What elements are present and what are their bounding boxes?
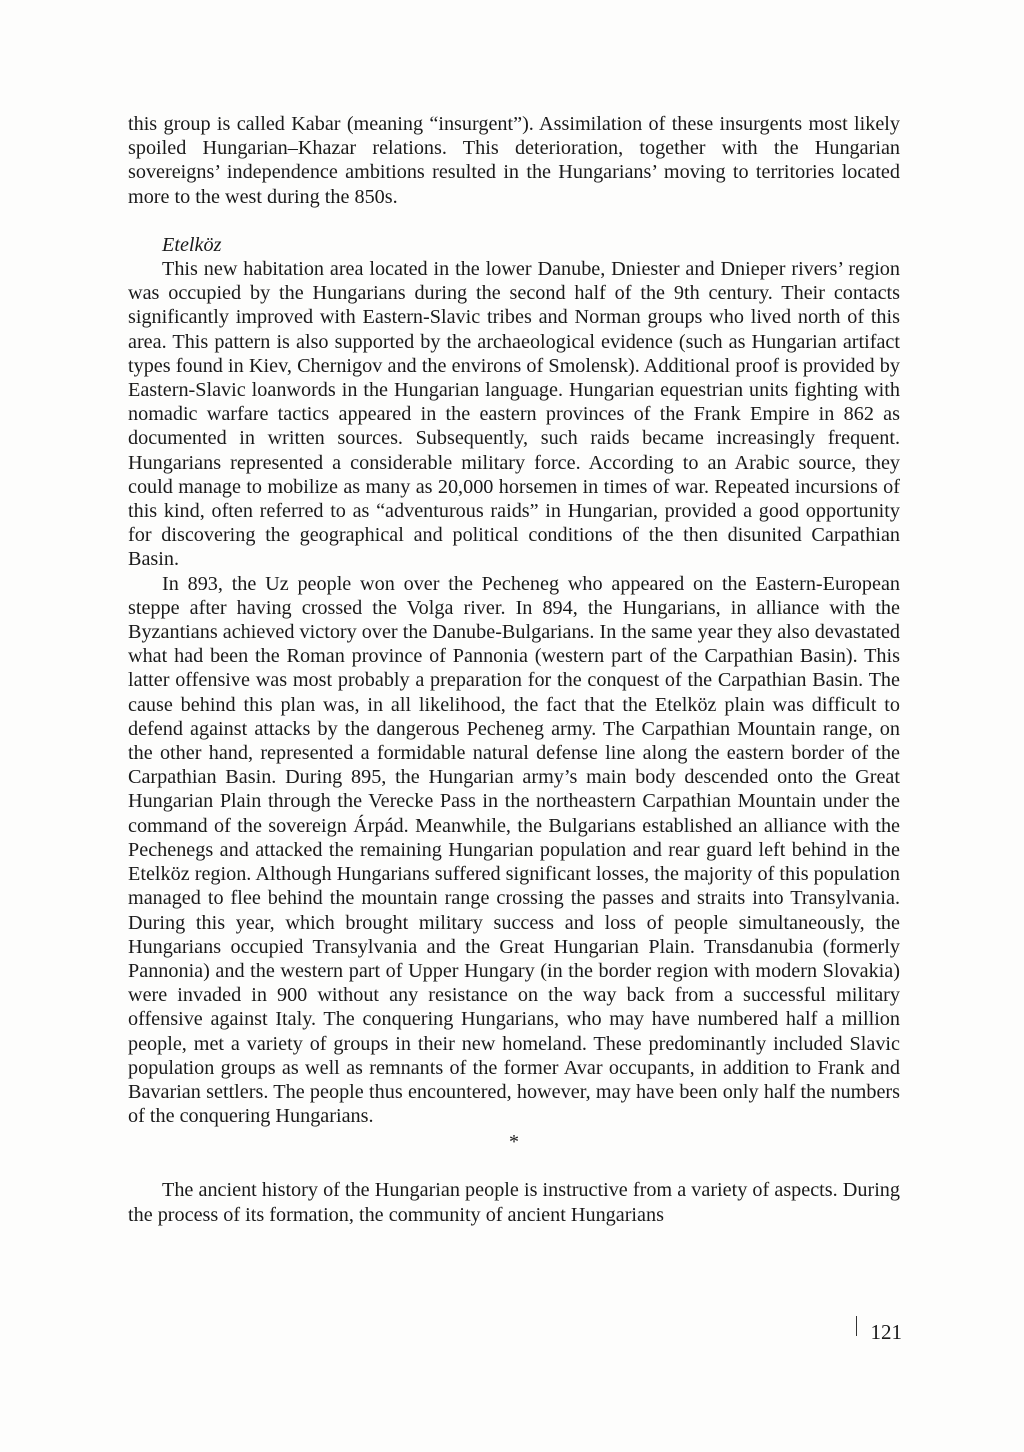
- page-number: 121: [870, 1320, 902, 1344]
- paragraph-conclusion: The ancient history of the Hungarian people is instructive from a variety of aspects. During the process of its formation, the community of ancient Hungarians: [128, 1179, 900, 1226]
- section-separator: *: [509, 1131, 519, 1154]
- paragraph-conquest: In 893, the Uz people won over the Pecheneg who appeared on the Eastern-European steppe after having crossed the Volga river. In 894, the Hungarians, in alliance with the Byzantians achieved victory over the Danube-Bulgarians. In the same year they also devastated what had been the Roman province of Pannonia (western part of the Carpathian Basin). This latter offensive was most probably a preparation for the conquest of the Carpathian Basin. The cause behind this plan was, in all likelihood, the fact that the Etelköz plain was difficult to defend against attacks by the dangerous Pecheneg army. The Carpathian Mountain range, on the other hand, represented a formidable natural defense line along the eastern border of the Carpathian Basin. During 895, the Hungarian army’s main body descended onto the Great Hungarian Plain through the Verecke Pass in the northeastern Carpathian Mountain under the command of the sovereign Árpád. Meanwhile, the Bulgarians established an alliance with the Pechenegs and attacked the remaining Hungarian population and rear guard left behind in the Etelköz region. Although Hungarians suffered significant losses, the majority of this population managed to flee behind the mountain range crossing the passes and straits into Transylvania. During this year, which brought military success and loss of people simultaneously, the Hungarians occupied Transylvania and the Great Hungarian Plain. Transdanubia (formerly Pannonia) and the western part of Upper Hungary (in the border region with modern Slovakia) were invaded in 900 without any resistance on the way back from a successful military offensive against Italy. The conquering Hungarians, who may have numbered half a million people, met a variety of groups in their new homeland. These predominantly included Slavic population groups as well as remnants of the former Avar occupants, in addition to Frank and Bavarian settlers. The people thus encountered, however, may have been only half the numbers of the conquering Hungarians.: [128, 572, 900, 1128]
- paragraph-continuation: this group is called Kabar (meaning “insurgent”). Assimilation of these insurgents most likely spoiled Hungarian–Khazar relations. This deterioration, together with the Hungarian sovereigns’ independence ambitions resulted in the Hungarians’ moving to territories located more to the west during the 850s.: [128, 113, 900, 208]
- folio-mark: [856, 1316, 857, 1336]
- paragraph-etelkoz: This new habitation area located in the lower Danube, Dniester and Dnieper rivers’ region was occupied by the Hungarians during the second half of the 9th century. Their contacts significantly improved with Eastern-Slavic tribes and Norman groups who lived north of this area. This pattern is also supported by the archaeological evidence (such as Hungarian artifact types found in Kiev, Chernigov and the environs of Smolensk). Additional proof is provided by Eastern-Slavic loanwords in the Hungarian language. Hungarian equestrian units fighting with nomadic warfare tactics appeared in the eastern provinces of the Frank Empire in 862 as documented in written sources. Subsequently, such raids became increasingly frequent. Hungarians represented a considerable military force. According to an Arabic source, they could manage to mobilize as many as 20,000 horsemen in times of war. Repeated incursions of this kind, often referred to as “adventurous raids” in Hungarian, provided a good opportunity for discovering the geographical and political conditions of the then disunited Carpathian Basin.: [128, 258, 900, 571]
- body-text: [128, 112, 900, 1227]
- section-heading: Etelköz: [162, 233, 222, 256]
